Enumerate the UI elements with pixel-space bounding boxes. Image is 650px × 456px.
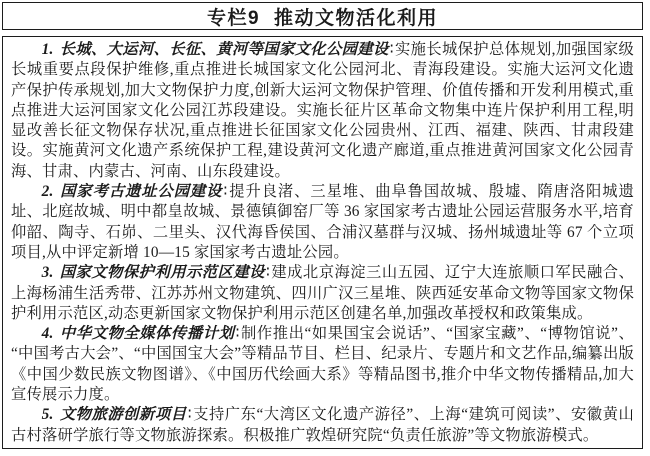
list-item-5 (11, 405, 634, 446)
item-colon: ∶ (265, 264, 271, 282)
column-body-box (2, 36, 643, 449)
column-title-text: 推动文物活化利用 (274, 7, 439, 29)
item-heading: 国家考古遗址公园建设 (59, 183, 223, 201)
item-number: 4. (41, 325, 54, 343)
list-item-1 (11, 40, 634, 182)
item-heading: 文物旅游创新项目 (59, 406, 187, 424)
item-heading: 国家文物保护利用示范区建设 (59, 264, 265, 282)
item-colon: ∶ (389, 41, 394, 58)
item-colon: ∶ (235, 325, 240, 343)
item-heading: 长城、大运河、长征、黄河等国家文化公园建设 (59, 41, 389, 58)
column-box-page (2, 2, 643, 449)
item-number: 5. (41, 406, 54, 424)
item-text: 支持广东“大湾区文化遗产游径”、上海“建筑可阅读”、安徽黄山古村落研学旅行等文物旅游探索。积极推广敦煌研究院“负责任旅游”等文物旅游模式。 (11, 406, 634, 444)
list-item-2 (11, 182, 634, 263)
item-colon: ∶ (187, 406, 192, 424)
list-item-4 (11, 324, 634, 405)
column-title-prefix: 专栏9 (206, 7, 261, 29)
item-text: 制作推出“如果国宝会说话”、“国家宝藏”、“博物馆说”、“中国考古大会”、“中国国宝大会”等精品节目、栏目、纪录片、专题片和文艺作品,编纂出版《中国少数民族文物图谱》、《中国历代绘画大系》等精品图书,推介中华文物传播精品,加大宣传展示力度。 (11, 325, 634, 404)
item-number: 1. (41, 41, 54, 58)
item-number: 3. (41, 264, 54, 282)
item-number: 2. (41, 183, 54, 201)
item-colon: ∶ (223, 183, 228, 201)
item-text: 建成北京海淀三山五园、辽宁大连旅顺口军民融合、上海杨浦生活秀带、江苏苏州文物建筑、四川广汉三星堆、陕西延安革命文物等国家文物保护利用示范区,动态更新国家文物保护利用示范区创建名单,加强改革授权和政策集成。 (11, 264, 634, 322)
list-item-3 (11, 263, 634, 324)
item-heading: 中华文物全媒体传播计划 (59, 325, 235, 343)
item-text: 提升良渚、三星堆、曲阜鲁国故城、殷墟、隋唐洛阳城遗址、北庭故城、明中都皇故城、景德镇御窑厂等 36 家国家考古遗址公园运营服务水平,培育仰韶、陶寺、石峁、二里头、汉代海昏侯国、合浦汉墓群与汉城、扬州城遗址等 67 个立项项目,从中评定新增 10—15 家国家考古遗址公园。 (11, 183, 634, 261)
column-title-box (2, 2, 643, 30)
item-text: 实施长城保护总体规划,加强国家级长城重要点段保护维修,重点推进长城国家文化公园河北、青海段建设。实施大运河文化遗产保护传承规划,加大文物保护力度,创新大运河文物保护管理、价值传播和开发利用模式,重点推进大运河国家文化公园江苏段建设。实施长征片区革命文物集中连片保护利用工程,明显改善长征文物保存状况,重点推进长征国家文化公园贵州、江西、福建、陕西、甘肃段建设。实施黄河文化遗产系统保护工程,建设黄河文化遗产廊道,重点推进黄河国家文化公园青海、甘肃、内蒙古、河南、山东段建设。 (11, 41, 634, 180)
